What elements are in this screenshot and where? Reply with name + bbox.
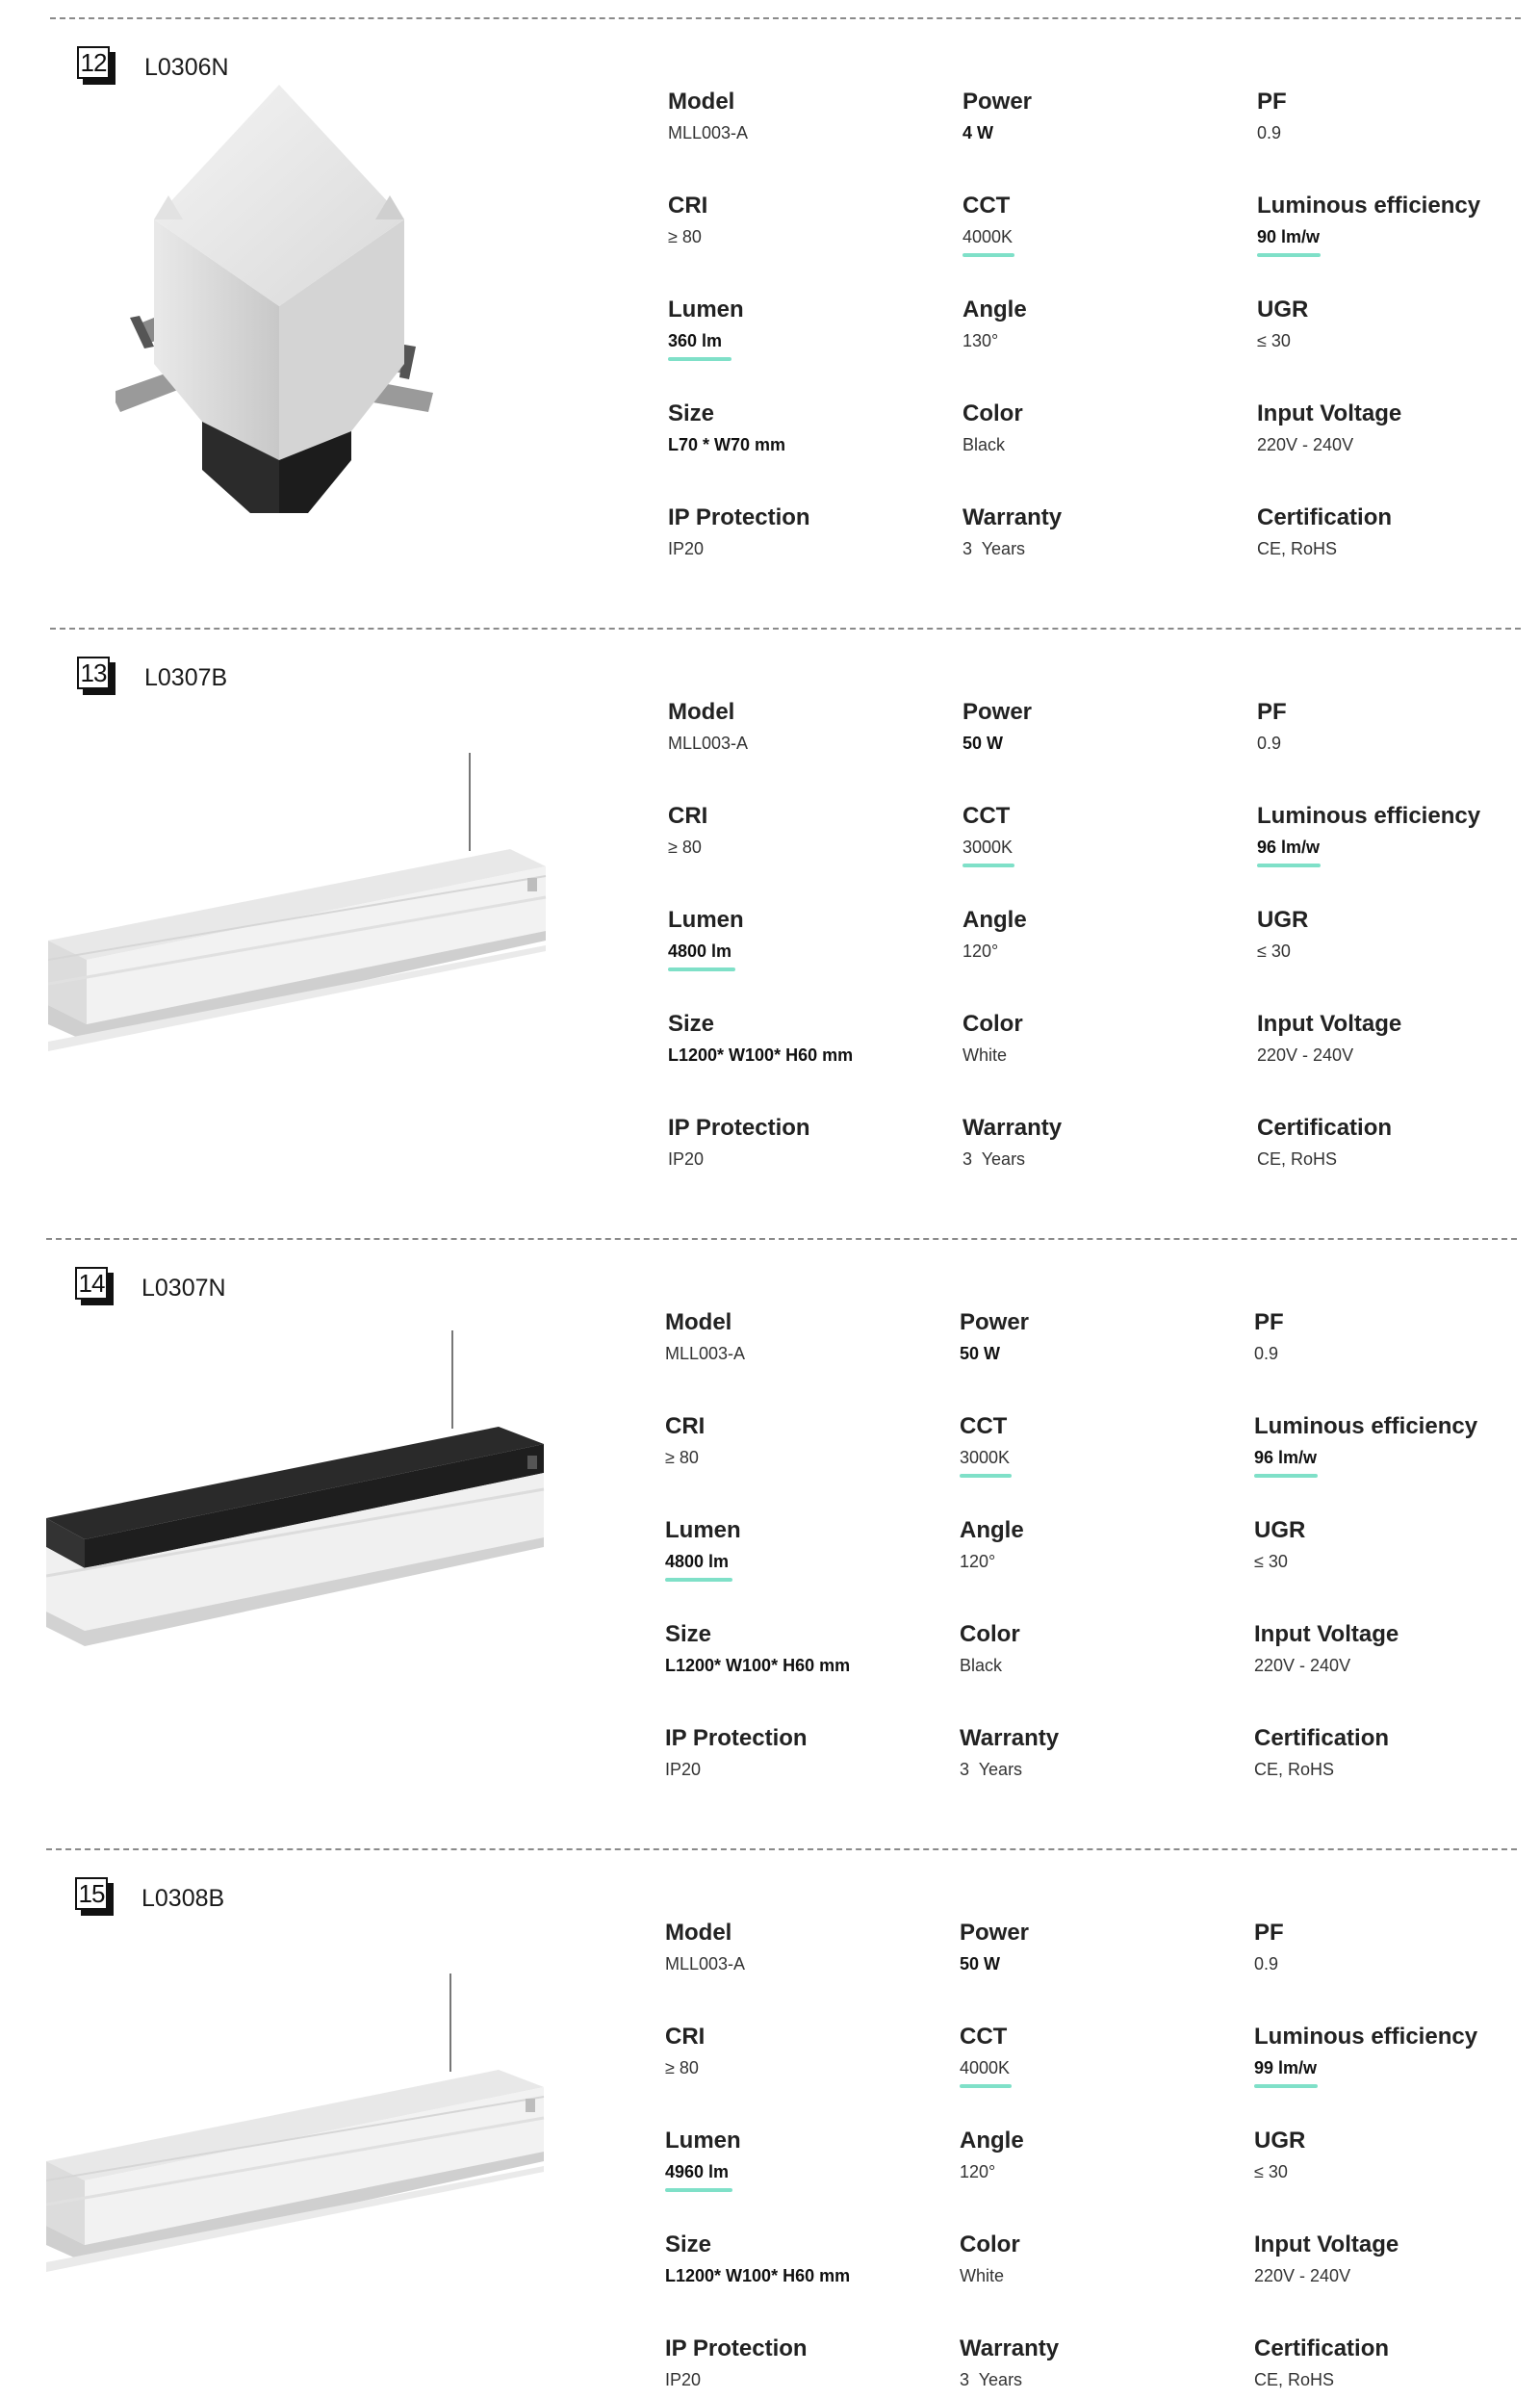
spec-value: White [960, 2266, 1005, 2285]
accent-underline [668, 357, 732, 361]
section-divider [46, 1238, 1517, 1240]
spec-warranty [962, 1115, 1251, 1170]
spec-power [962, 699, 1251, 754]
spec-model [668, 699, 957, 754]
product-number-badge [77, 46, 116, 85]
product-number-badge [75, 1267, 114, 1305]
spec-label: Luminous efficiency [1254, 1413, 1478, 1439]
spec-value: IP20 [668, 539, 705, 558]
product-section-15 [0, 1848, 1540, 2399]
spec-warranty [960, 2335, 1248, 2390]
spec-value: 3 Years [960, 2370, 1023, 2389]
spec-model [665, 1920, 954, 1974]
spec-label: Color [962, 1011, 1023, 1037]
spec-value: 360 lm [668, 331, 723, 350]
spec-label: IP Protection [665, 2335, 808, 2361]
spec-value: 4000K [960, 2058, 1011, 2077]
accent-underline [960, 1474, 1012, 1478]
spec-certification [1254, 2335, 1540, 2390]
spec-value: 3 Years [960, 1760, 1023, 1779]
spec-cri [665, 2024, 954, 2078]
spec-value: White [962, 1045, 1008, 1065]
spec-ip [665, 1725, 954, 1780]
linear-pendant-white-icon [48, 753, 558, 1090]
spec-value: 96 lm/w [1257, 838, 1321, 857]
spec-value: MLL003-A [668, 123, 749, 142]
spec-color [960, 2231, 1248, 2286]
spec-value: MLL003-A [668, 734, 749, 753]
spec-label: Color [960, 1621, 1020, 1647]
spec-color [962, 400, 1251, 455]
spec-label: CRI [665, 1413, 706, 1439]
spec-ugr [1254, 1517, 1540, 1572]
spec-label: Power [962, 699, 1033, 725]
spec-label: Size [668, 400, 715, 426]
spec-label: Warranty [960, 2335, 1060, 2361]
spec-certification [1257, 1115, 1540, 1170]
product-section-13 [0, 628, 1540, 1238]
spec-label: Certification [1257, 1115, 1393, 1141]
accent-underline [962, 864, 1014, 867]
spec-label: UGR [1254, 2128, 1306, 2154]
product-code: L0307N [141, 1275, 226, 1302]
spec-pf [1257, 699, 1540, 754]
spec-value: 220V - 240V [1254, 2266, 1351, 2285]
spec-label: Power [960, 1920, 1030, 1946]
spec-label: Model [665, 1920, 732, 1946]
spec-label: Size [668, 1011, 715, 1037]
spec-label: CCT [960, 1413, 1008, 1439]
spec-ip [668, 1115, 957, 1170]
spec-value: 90 lm/w [1257, 227, 1321, 246]
spec-value: 0.9 [1257, 123, 1282, 142]
spec-value: 4800 lm [668, 942, 732, 961]
spec-ip [665, 2335, 954, 2390]
spec-value: ≥ 80 [668, 227, 702, 246]
spec-value: 0.9 [1257, 734, 1282, 753]
spec-value: Black [960, 1656, 1003, 1675]
spec-label: Lumen [665, 2128, 741, 2154]
spec-cct [960, 2024, 1248, 2088]
spec-cri [668, 803, 957, 858]
spec-label: Certification [1254, 2335, 1390, 2361]
product-code: L0307B [144, 664, 228, 691]
spec-angle [962, 907, 1251, 962]
accent-underline [1254, 1474, 1318, 1478]
spec-angle [960, 2128, 1248, 2182]
spec-label: Warranty [960, 1725, 1060, 1751]
spec-voltage [1254, 2231, 1540, 2286]
spec-value: 120° [960, 2162, 996, 2181]
spec-label: Input Voltage [1257, 400, 1402, 426]
spec-angle [962, 297, 1251, 351]
spec-size [668, 1011, 957, 1066]
spec-value: ≤ 30 [1257, 331, 1291, 350]
spec-value: 3 Years [962, 1149, 1026, 1169]
spec-value: 50 W [960, 1344, 1001, 1363]
product-code: L0306N [144, 54, 229, 81]
spec-label: Power [962, 89, 1033, 115]
spec-label: Angle [962, 907, 1027, 933]
spec-power [960, 1309, 1248, 1364]
spec-value: 4800 lm [665, 1552, 730, 1571]
spec-label: Size [665, 2231, 712, 2257]
spec-label: Lumen [668, 297, 744, 322]
spec-value: 220V - 240V [1257, 1045, 1354, 1065]
spec-label: IP Protection [668, 504, 810, 530]
spec-lumen [665, 1517, 954, 1582]
product-section-14 [0, 1238, 1540, 1848]
spec-value: CE, RoHS [1254, 1760, 1335, 1779]
spec-label: Angle [960, 2128, 1024, 2154]
product-section-12 [0, 17, 1540, 628]
spec-value: Black [962, 435, 1006, 454]
spec-label: Color [960, 2231, 1020, 2257]
spec-ugr [1257, 907, 1540, 962]
spec-ugr [1257, 297, 1540, 351]
spec-value: L1200* W100* H60 mm [665, 1656, 851, 1675]
spec-label: Luminous efficiency [1254, 2024, 1478, 2050]
product-code: L0308B [141, 1885, 225, 1912]
spec-warranty [962, 504, 1251, 559]
spec-voltage [1257, 400, 1540, 455]
product-number: 14 [75, 1267, 108, 1300]
spec-value: ≥ 80 [668, 838, 702, 857]
spec-angle [960, 1517, 1248, 1572]
spec-value: 0.9 [1254, 1954, 1279, 1973]
spec-label: Model [668, 89, 735, 115]
spec-value: 0.9 [1254, 1344, 1279, 1363]
spec-cri [665, 1413, 954, 1468]
spec-model [668, 89, 957, 143]
spec-value: ≤ 30 [1257, 942, 1291, 961]
spec-value: ≥ 80 [665, 2058, 699, 2077]
section-divider [50, 17, 1521, 19]
spec-label: CCT [962, 193, 1011, 219]
spec-label: CCT [962, 803, 1011, 829]
accent-underline [1254, 2084, 1318, 2088]
spec-label: Angle [962, 297, 1027, 322]
spec-label: CRI [665, 2024, 706, 2050]
spec-size [665, 2231, 954, 2286]
spec-label: Lumen [668, 907, 744, 933]
spec-label: Input Voltage [1257, 1011, 1402, 1037]
product-number-badge [75, 1877, 114, 1916]
spec-label: Size [665, 1621, 712, 1647]
spec-model [665, 1309, 954, 1364]
spec-label: PF [1257, 699, 1287, 725]
spec-label: UGR [1257, 297, 1309, 322]
spec-label: Certification [1254, 1725, 1390, 1751]
spec-efficiency [1257, 193, 1540, 257]
spec-label: Model [665, 1309, 732, 1335]
spec-value: 3000K [960, 1448, 1011, 1467]
spec-pf [1254, 1309, 1540, 1364]
spec-size [668, 400, 957, 455]
spec-value: 96 lm/w [1254, 1448, 1318, 1467]
product-number: 15 [75, 1877, 108, 1910]
spec-value: ≤ 30 [1254, 2162, 1288, 2181]
spec-label: IP Protection [665, 1725, 808, 1751]
spec-label: Luminous efficiency [1257, 193, 1481, 219]
accent-underline [1257, 864, 1321, 867]
spec-certification [1254, 1725, 1540, 1780]
accent-underline [668, 967, 735, 971]
spec-value: 130° [962, 331, 999, 350]
spec-value: 220V - 240V [1254, 1656, 1351, 1675]
spec-cri [668, 193, 957, 247]
spec-label: Luminous efficiency [1257, 803, 1481, 829]
linear-pendant-black-icon [46, 1330, 556, 1696]
spec-value: IP20 [665, 1760, 702, 1779]
spec-value: IP20 [668, 1149, 705, 1169]
spec-value: 4960 lm [665, 2162, 730, 2181]
spec-color [962, 1011, 1251, 1066]
spec-label: PF [1257, 89, 1287, 115]
spec-value: IP20 [665, 2370, 702, 2389]
spec-value: 50 W [962, 734, 1004, 753]
spec-label: Color [962, 400, 1023, 426]
spec-power [962, 89, 1251, 143]
spec-label: Lumen [665, 1517, 741, 1543]
spec-value: MLL003-A [665, 1344, 746, 1363]
spec-certification [1257, 504, 1540, 559]
spec-value: 220V - 240V [1257, 435, 1354, 454]
spec-value: ≥ 80 [665, 1448, 699, 1467]
spec-label: PF [1254, 1920, 1284, 1946]
spec-lumen [668, 907, 957, 971]
spec-value: 3000K [962, 838, 1014, 857]
spec-value: 99 lm/w [1254, 2058, 1318, 2077]
spec-label: UGR [1257, 907, 1309, 933]
spec-ip [668, 504, 957, 559]
spec-lumen [665, 2128, 954, 2192]
spec-value: CE, RoHS [1254, 2370, 1335, 2389]
spec-label: CCT [960, 2024, 1008, 2050]
spec-value: L70 * W70 mm [668, 435, 786, 454]
spec-pf [1254, 1920, 1540, 1974]
spec-label: PF [1254, 1309, 1284, 1335]
spec-value: L1200* W100* H60 mm [668, 1045, 854, 1065]
spec-label: Model [668, 699, 735, 725]
spec-voltage [1257, 1011, 1540, 1066]
spec-warranty [960, 1725, 1248, 1780]
spec-label: Angle [960, 1517, 1024, 1543]
spec-efficiency [1254, 1413, 1540, 1478]
spec-value: 50 W [960, 1954, 1001, 1973]
spec-label: UGR [1254, 1517, 1306, 1543]
spec-value: L1200* W100* H60 mm [665, 2266, 851, 2285]
spec-lumen [668, 297, 957, 361]
spec-color [960, 1621, 1248, 1676]
spec-value: CE, RoHS [1257, 1149, 1338, 1169]
spec-label: Power [960, 1309, 1030, 1335]
spec-value: ≤ 30 [1254, 1552, 1288, 1571]
product-number-badge [77, 657, 116, 695]
section-divider [46, 1848, 1517, 1850]
accent-underline [962, 253, 1014, 257]
accent-underline [960, 2084, 1012, 2088]
spec-value: 4 W [962, 123, 994, 142]
spec-label: Certification [1257, 504, 1393, 530]
section-divider [50, 628, 1521, 630]
spec-label: CRI [668, 803, 708, 829]
spec-label: Warranty [962, 1115, 1063, 1141]
spec-value: 120° [960, 1552, 996, 1571]
spec-value: CE, RoHS [1257, 539, 1338, 558]
spec-label: CRI [668, 193, 708, 219]
spec-label: Warranty [962, 504, 1063, 530]
spec-value: 4000K [962, 227, 1014, 246]
spec-cct [962, 193, 1251, 257]
accent-underline [665, 2188, 732, 2192]
spec-label: Input Voltage [1254, 1621, 1399, 1647]
product-number: 13 [77, 657, 110, 689]
spec-cct [960, 1413, 1248, 1478]
accent-underline [665, 1578, 732, 1582]
spec-voltage [1254, 1621, 1540, 1676]
linear-pendant-white-icon [46, 1973, 556, 2310]
spec-value: 120° [962, 942, 999, 961]
spec-cct [962, 803, 1251, 867]
product-number: 12 [77, 46, 110, 79]
spec-size [665, 1621, 954, 1676]
spec-efficiency [1257, 803, 1540, 867]
spec-efficiency [1254, 2024, 1540, 2088]
accent-underline [1257, 253, 1321, 257]
spec-value: MLL003-A [665, 1954, 746, 1973]
spec-label: Input Voltage [1254, 2231, 1399, 2257]
spec-pf [1257, 89, 1540, 143]
spec-power [960, 1920, 1248, 1974]
corner-connector-light-icon [116, 75, 443, 528]
spec-value: 3 Years [962, 539, 1026, 558]
spec-ugr [1254, 2128, 1540, 2182]
spec-label: IP Protection [668, 1115, 810, 1141]
